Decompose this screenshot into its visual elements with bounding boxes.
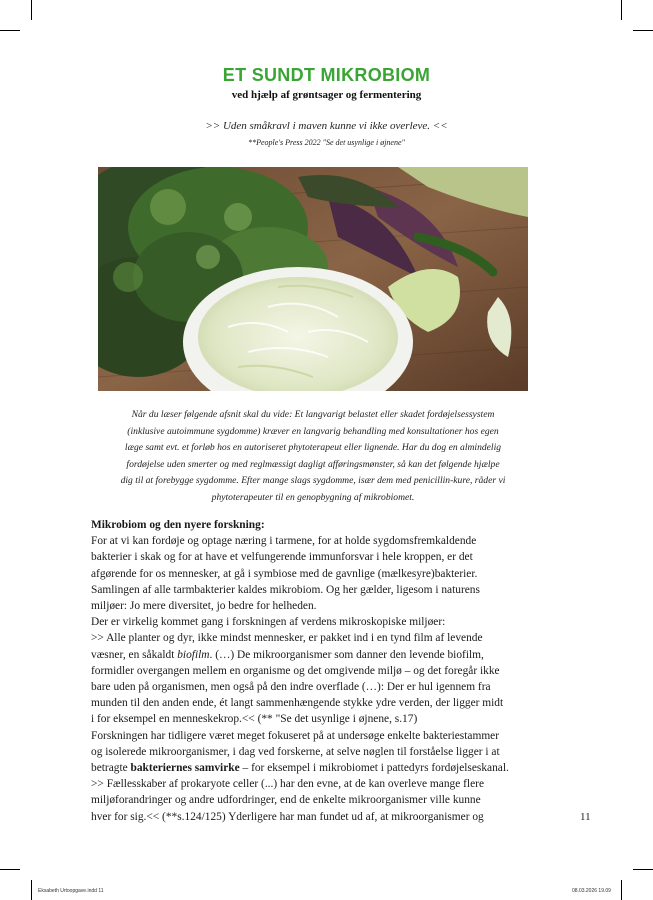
crop-mark (31, 880, 32, 900)
body-text (91, 517, 531, 825)
caption-line: dig til at forebygge sygdomme. Efter mange slags sygdomme, især dem med penicillin-kure, råder vi (120, 475, 506, 487)
body-line: For at vi kan fordøje og optage næring i tarmene, for at holde sygdomsfremkaldende (91, 535, 477, 548)
text-span: . (…) De mikroorganismer som danner den levende biofilm, (209, 648, 484, 661)
body-line: bakterier i skak og for at have et velfungerende immunforsvar i hele kroppen, er det (91, 551, 473, 564)
caption-line: (inklusive autoimmune sygdomme) kræver en langvarig behandling med konsultationer hos egen (127, 425, 499, 437)
body-line: i for eksempel en menneskekrop.<< (** "Se det usynlige i øjnene, s.17) (91, 713, 418, 726)
body-line: Samlingen af alle tarmbakterier kaldes mikrobiom. Og her gælder, ligesom i naturens (91, 583, 480, 596)
body-line: miljøforandringer og andre udfordringer, end de enkelte mikroorganismer ville kunne (91, 794, 481, 807)
caption-line: phytoterapeuter til en genopbygning af mikrobiomet. (211, 491, 415, 503)
body-line: og isolerede mikroorganismer, i dag ved forskerne, at selve nøglen til forståelse ligger i at (91, 745, 500, 758)
page-number: 11 (580, 811, 591, 823)
caption-line: Når du læser følgende afsnit skal du vide: Et langvarigt belastet eller skadet fordøjelsessystem (131, 409, 495, 420)
body-line: bare uden på organismen, men også på den indre overflade (…): Der er hul igennem fra (91, 681, 491, 694)
emphasis-biofilm: biofilm (177, 648, 210, 661)
print-slug-date: 08.03.2026 19.09 (572, 888, 611, 894)
crop-mark (0, 869, 20, 870)
crop-mark (31, 0, 32, 20)
body-line: >> Alle planter og dyr, ikke mindst mennesker, er pakket ind i en tynd film af levende (91, 632, 483, 645)
quote-source: **People's Press 2022 "Se det usynlige i øjnene" (248, 138, 405, 147)
crop-mark (621, 880, 622, 900)
page-subtitle: ved hjælp af grøntsager og fermentering (231, 89, 422, 101)
caption-line: læge samt evt. et forløb hos en autoriseret phytoterapeut eller lignende. Har du dog en almindelig (124, 442, 502, 454)
body-line (91, 760, 531, 776)
body-line: munden til den anden ende, ét langt sammenhængende stykke ydre verden, der ligger midt (91, 697, 504, 710)
text-span: betragte (91, 762, 131, 775)
vegetables-photo (98, 167, 528, 391)
body-line: miljøer: Jo mere diversitet, jo bedre for helheden. (91, 600, 317, 613)
body-line: hver for sig.<< (**s.124/125) Yderligere har man fundet ud af, at mikroorganismer og (91, 810, 484, 823)
body-line: Der er virkelig kommet gang i forskningen af verdens mikroskopiske miljøer: (91, 616, 446, 629)
body-line: formidler overgangen mellem en organisme og det omgivende miljø – og det foregår ikke (91, 664, 500, 677)
body-line (91, 647, 531, 663)
body-line: afgørende for os mennesker, at gå i symbiose med de gavnlige (mælkesyre)bakterier. (91, 567, 478, 580)
text-span: – for eksempel i mikrobiomet i pattedyrs fordøjelseskanal. (239, 762, 509, 775)
body-line: Forskningen har tidligere været meget fokuseret på at undersøge enkelte bakteriestammer (91, 729, 500, 742)
print-slug-file: Eksabeth Urtoopgave.indd 11 (38, 888, 104, 894)
body-line: >> Fællesskaber af prokaryote celler (...) har den evne, at de kan overleve mange flere (91, 778, 484, 791)
crop-mark (633, 30, 653, 31)
crop-mark (0, 30, 20, 31)
caption-line: fordøjelse uden smerter og med reglmæssigt dagligt afføringsmønster, så kan det følgende hjælpe (126, 458, 500, 470)
crop-mark (621, 0, 622, 20)
intro-quote: >> Uden småkravl i maven kunne vi ikke overleve. << (205, 120, 448, 132)
text-span: væsner, en såkaldt (91, 648, 178, 661)
emphasis-bacteria: bakteriernes samvirke (130, 762, 240, 775)
crop-mark (633, 869, 653, 870)
page-title: ET SUNDT MIKROBIOM (222, 65, 431, 85)
disclaimer-caption (95, 407, 531, 507)
section-heading: Mikrobiom og den nyere forskning: (91, 519, 265, 531)
